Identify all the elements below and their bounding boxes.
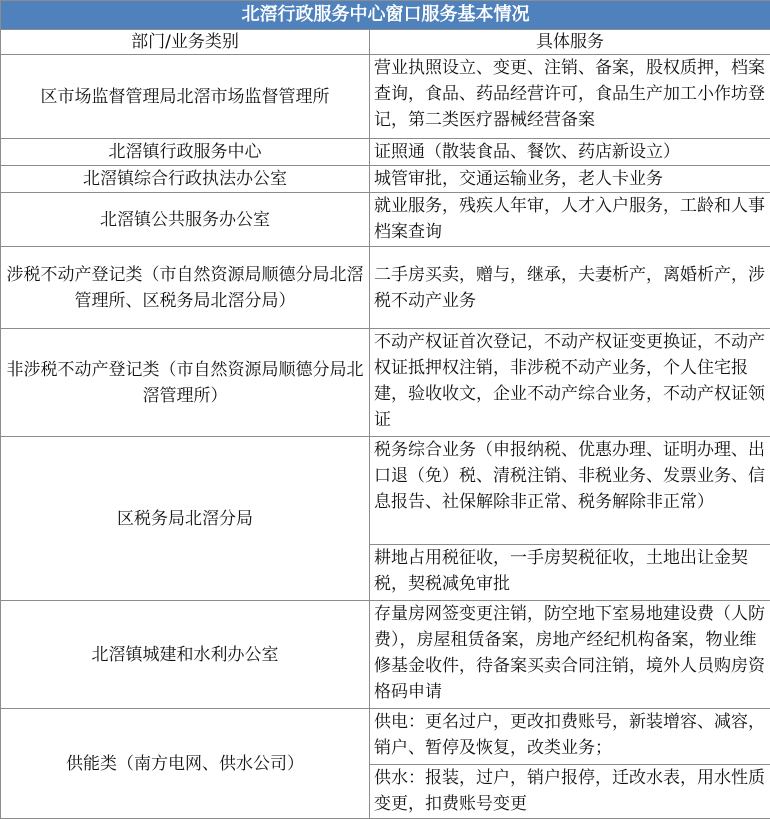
- table-row: [1, 601, 770, 709]
- dept-cell: 供能类（南方电网、供水公司）: [1, 709, 370, 819]
- service-cell: 证照通（散装食品、餐饮、药店新设立）: [370, 139, 770, 166]
- service-cell: 存量房网签变更注销，防空地下室易地建设费（人防费），房屋租赁备案，房地产经纪机构备案，物业维修基金收件，待备案买卖合同注销，境外人员购房资格码申请: [370, 601, 770, 709]
- table-row: [1, 437, 770, 545]
- dept-cell: 北滘镇综合行政执法办公室: [1, 166, 370, 193]
- table-title-row: [1, 1, 770, 30]
- table-row: [1, 709, 770, 765]
- service-cell: 不动产权证首次登记，不动产权证变更换证，不动产权证抵押权注销，非涉税不动产业务，个人住宅报建，验收收文，企业不动产综合业务，不动产权证领证: [370, 329, 770, 437]
- table-row: [1, 329, 770, 437]
- table-title: 北滘行政服务中心窗口服务基本情况: [1, 1, 770, 30]
- header-row: [1, 30, 770, 55]
- dept-cell: 北滘镇城建和水利办公室: [1, 601, 370, 709]
- table-row: [1, 166, 770, 193]
- table-row: [1, 55, 770, 139]
- service-cell: 二手房买卖，赠与，继承，夫妻析产，离婚析产，涉税不动产业务: [370, 247, 770, 329]
- service-cell: 供电：更名过户，更改扣费账号，新装增容、减容，销户、暂停及恢复，改类业务；: [370, 709, 770, 765]
- header-dept: 部门/业务类别: [1, 30, 370, 55]
- dept-cell: 北滘镇公共服务办公室: [1, 193, 370, 247]
- dept-cell: 区税务局北滘分局: [1, 437, 370, 601]
- dept-cell: 区市场监督管理局北滘市场监督管理所: [1, 55, 370, 139]
- service-cell: 营业执照设立、变更、注销、备案，股权质押，档案查询，食品、药品经营许可，食品生产加工小作坊登记，第二类医疗器械经营备案: [370, 55, 770, 139]
- service-cell: 城管审批，交通运输业务，老人卡业务: [370, 166, 770, 193]
- table-row: [1, 247, 770, 329]
- service-cell: 税务综合业务（申报纳税、优惠办理、证明办理、出口退（免）税、清税注销、非税业务、发票业务、信息报告、社保解除非正常、税务解除非正常）: [370, 437, 770, 545]
- header-service: 具体服务: [370, 30, 770, 55]
- dept-cell: 北滘镇行政服务中心: [1, 139, 370, 166]
- service-cell: 耕地占用税征收，一手房契税征收，土地出让金契税，契税减免审批: [370, 545, 770, 601]
- service-cell: 就业服务，残疾人年审，人才入户服务，工龄和人事档案查询: [370, 193, 770, 247]
- service-cell: 供水：报装，过户，销户报停，迁改水表，用水性质变更，扣费账号变更: [370, 765, 770, 819]
- dept-cell: 非涉税不动产登记类（市自然资源局顺德分局北滘管理所）: [1, 329, 370, 437]
- table-row: [1, 139, 770, 166]
- dept-cell: 涉税不动产登记类（市自然资源局顺德分局北滘管理所、区税务局北滘分局）: [1, 247, 370, 329]
- table-row: [1, 193, 770, 247]
